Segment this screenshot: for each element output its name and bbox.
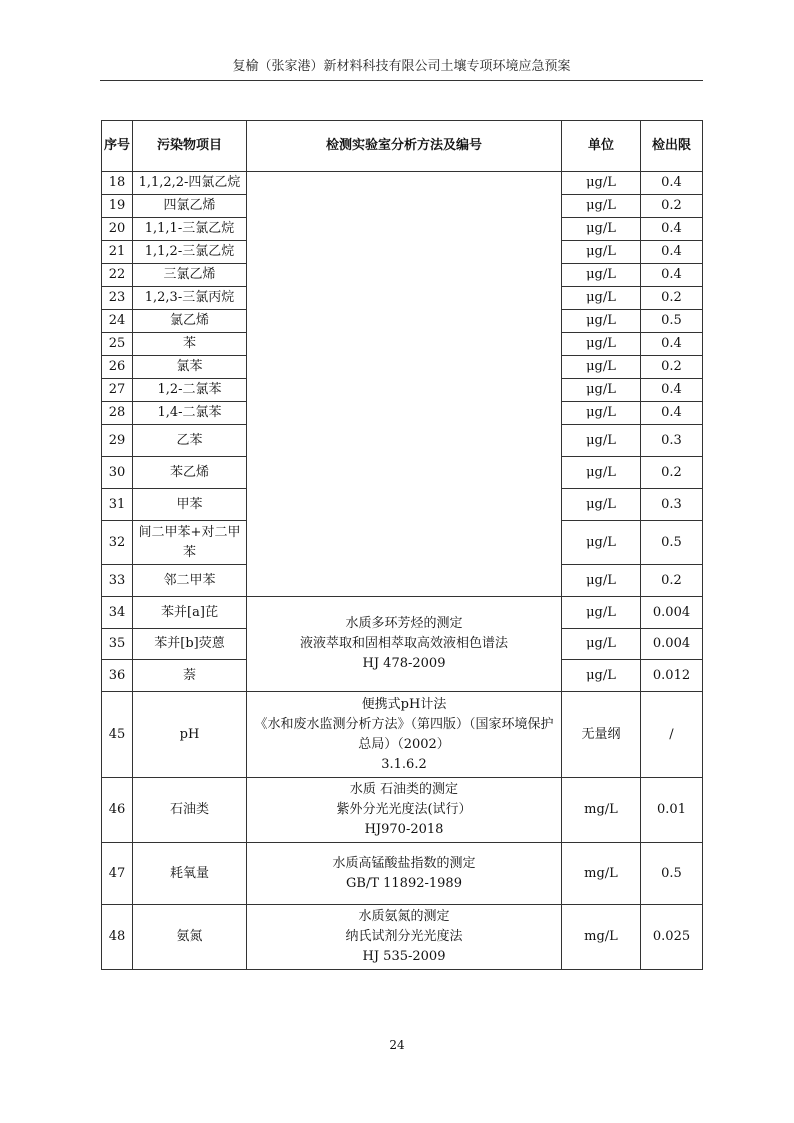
unit-cell: 无量纲 xyxy=(562,692,641,778)
detection-limit: 0.4 xyxy=(641,218,703,241)
pollutant-item: 苯乙烯 xyxy=(133,457,247,489)
page-header: 复榆（张家港）新材料科技有限公司土壤专项环境应急预案 xyxy=(232,59,571,74)
row-number: 21 xyxy=(102,241,133,264)
row-number: 22 xyxy=(102,264,133,287)
detection-limit: 0.4 xyxy=(641,264,703,287)
row-number: 45 xyxy=(102,692,133,778)
unit-cell: mg/L xyxy=(562,778,641,843)
unit-cell: μg/L xyxy=(562,172,641,195)
detection-limit: 0.012 xyxy=(641,660,703,692)
detection-limit: 0.2 xyxy=(641,195,703,218)
col-header-unit: 单位 xyxy=(562,121,641,172)
detection-limit: 0.2 xyxy=(641,565,703,597)
pollutant-item: pH xyxy=(133,692,247,778)
pollutant-item: 萘 xyxy=(133,660,247,692)
unit-cell: μg/L xyxy=(562,457,641,489)
row-number: 26 xyxy=(102,356,133,379)
col-header-limit: 检出限 xyxy=(641,121,703,172)
pollutant-item: 1,4-二氯苯 xyxy=(133,402,247,425)
pollutant-item: 1,2,3-三氯丙烷 xyxy=(133,287,247,310)
col-header-method: 检测实验室分析方法及编号 xyxy=(247,121,562,172)
detection-limit: 0.01 xyxy=(641,778,703,843)
detection-limit: 0.004 xyxy=(641,597,703,629)
detection-limit: 0.5 xyxy=(641,310,703,333)
pollutant-item: 1,1,2,2-四氯乙烷 xyxy=(133,172,247,195)
pollutant-item: 甲苯 xyxy=(133,489,247,521)
row-number: 34 xyxy=(102,597,133,629)
pollutant-item: 氨氮 xyxy=(133,905,247,970)
row-number: 48 xyxy=(102,905,133,970)
row-number: 28 xyxy=(102,402,133,425)
unit-cell: μg/L xyxy=(562,629,641,660)
unit-cell: μg/L xyxy=(562,660,641,692)
table-header-row xyxy=(102,121,703,172)
detection-limit: 0.2 xyxy=(641,356,703,379)
unit-cell: μg/L xyxy=(562,310,641,333)
unit-cell: mg/L xyxy=(562,843,641,905)
pollutant-item: 1,2-二氯苯 xyxy=(133,379,247,402)
pollutant-item: 氯乙烯 xyxy=(133,310,247,333)
detection-limit: 0.4 xyxy=(641,402,703,425)
unit-cell: μg/L xyxy=(562,195,641,218)
unit-cell: μg/L xyxy=(562,402,641,425)
method-cell-oil: 水质 石油类的测定 紫外分光光度法(试行） HJ970-2018 xyxy=(247,778,562,843)
table-row xyxy=(102,692,703,778)
unit-cell: mg/L xyxy=(562,905,641,970)
method-cell-ph: 便携式pH计法 《水和废水监测分析方法》（第四版）（国家环境保护总局）（2002） 3.1.6.2 xyxy=(247,692,562,778)
row-number: 24 xyxy=(102,310,133,333)
detection-limit: 0.2 xyxy=(641,287,703,310)
table-row xyxy=(102,905,703,970)
unit-cell: μg/L xyxy=(562,425,641,457)
method-cell-nh3: 水质氨氮的测定 纳氏试剂分光光度法 HJ 535-2009 xyxy=(247,905,562,970)
col-header-item: 污染物项目 xyxy=(133,121,247,172)
row-number: 46 xyxy=(102,778,133,843)
row-number: 33 xyxy=(102,565,133,597)
pollutant-item: 氯苯 xyxy=(133,356,247,379)
unit-cell: μg/L xyxy=(562,521,641,565)
row-number: 27 xyxy=(102,379,133,402)
detection-limit: / xyxy=(641,692,703,778)
method-cell-pah: 水质多环芳烃的测定 液液萃取和固相萃取高效液相色谱法 HJ 478-2009 xyxy=(247,597,562,692)
unit-cell: μg/L xyxy=(562,333,641,356)
pollutant-item: 乙苯 xyxy=(133,425,247,457)
unit-cell: μg/L xyxy=(562,489,641,521)
pollutant-item: 三氯乙烯 xyxy=(133,264,247,287)
detection-limit: 0.4 xyxy=(641,172,703,195)
row-number: 36 xyxy=(102,660,133,692)
table-row xyxy=(102,597,703,629)
row-number: 25 xyxy=(102,333,133,356)
unit-cell: μg/L xyxy=(562,241,641,264)
unit-cell: μg/L xyxy=(562,287,641,310)
pollutant-item: 石油类 xyxy=(133,778,247,843)
table-row xyxy=(102,172,703,195)
row-number: 19 xyxy=(102,195,133,218)
pollutant-item: 苯并[b]荧蒽 xyxy=(133,629,247,660)
row-number: 29 xyxy=(102,425,133,457)
detection-limit: 0.5 xyxy=(641,521,703,565)
detection-limit: 0.4 xyxy=(641,241,703,264)
method-cell-voc xyxy=(247,172,562,597)
detection-limit: 0.025 xyxy=(641,905,703,970)
row-number: 47 xyxy=(102,843,133,905)
pollutant-item: 苯 xyxy=(133,333,247,356)
unit-cell: μg/L xyxy=(562,356,641,379)
table-row xyxy=(102,843,703,905)
method-cell-cod: 水质高锰酸盐指数的测定 GB/T 11892-1989 xyxy=(247,843,562,905)
unit-cell: μg/L xyxy=(562,597,641,629)
unit-cell: μg/L xyxy=(562,565,641,597)
page-number: 24 xyxy=(389,1038,405,1052)
detection-limit: 0.4 xyxy=(641,379,703,402)
unit-cell: μg/L xyxy=(562,218,641,241)
detection-methods-table xyxy=(101,120,703,970)
detection-limit: 0.2 xyxy=(641,457,703,489)
pollutant-item: 耗氧量 xyxy=(133,843,247,905)
header-rule xyxy=(100,80,703,81)
row-number: 18 xyxy=(102,172,133,195)
row-number: 23 xyxy=(102,287,133,310)
row-number: 20 xyxy=(102,218,133,241)
pollutant-item: 苯并[a]芘 xyxy=(133,597,247,629)
row-number: 35 xyxy=(102,629,133,660)
detection-limit: 0.004 xyxy=(641,629,703,660)
detection-limit: 0.4 xyxy=(641,333,703,356)
detection-limit: 0.3 xyxy=(641,425,703,457)
row-number: 31 xyxy=(102,489,133,521)
pollutant-item: 间二甲苯+对二甲苯 xyxy=(133,521,247,565)
detection-limit: 0.3 xyxy=(641,489,703,521)
unit-cell: μg/L xyxy=(562,379,641,402)
pollutant-item: 1,1,2-三氯乙烷 xyxy=(133,241,247,264)
unit-cell: μg/L xyxy=(562,264,641,287)
row-number: 32 xyxy=(102,521,133,565)
pollutant-item: 邻二甲苯 xyxy=(133,565,247,597)
table-row xyxy=(102,778,703,843)
pollutant-item: 四氯乙烯 xyxy=(133,195,247,218)
pollutant-item: 1,1,1-三氯乙烷 xyxy=(133,218,247,241)
row-number: 30 xyxy=(102,457,133,489)
col-header-no: 序号 xyxy=(102,121,133,172)
detection-limit: 0.5 xyxy=(641,843,703,905)
